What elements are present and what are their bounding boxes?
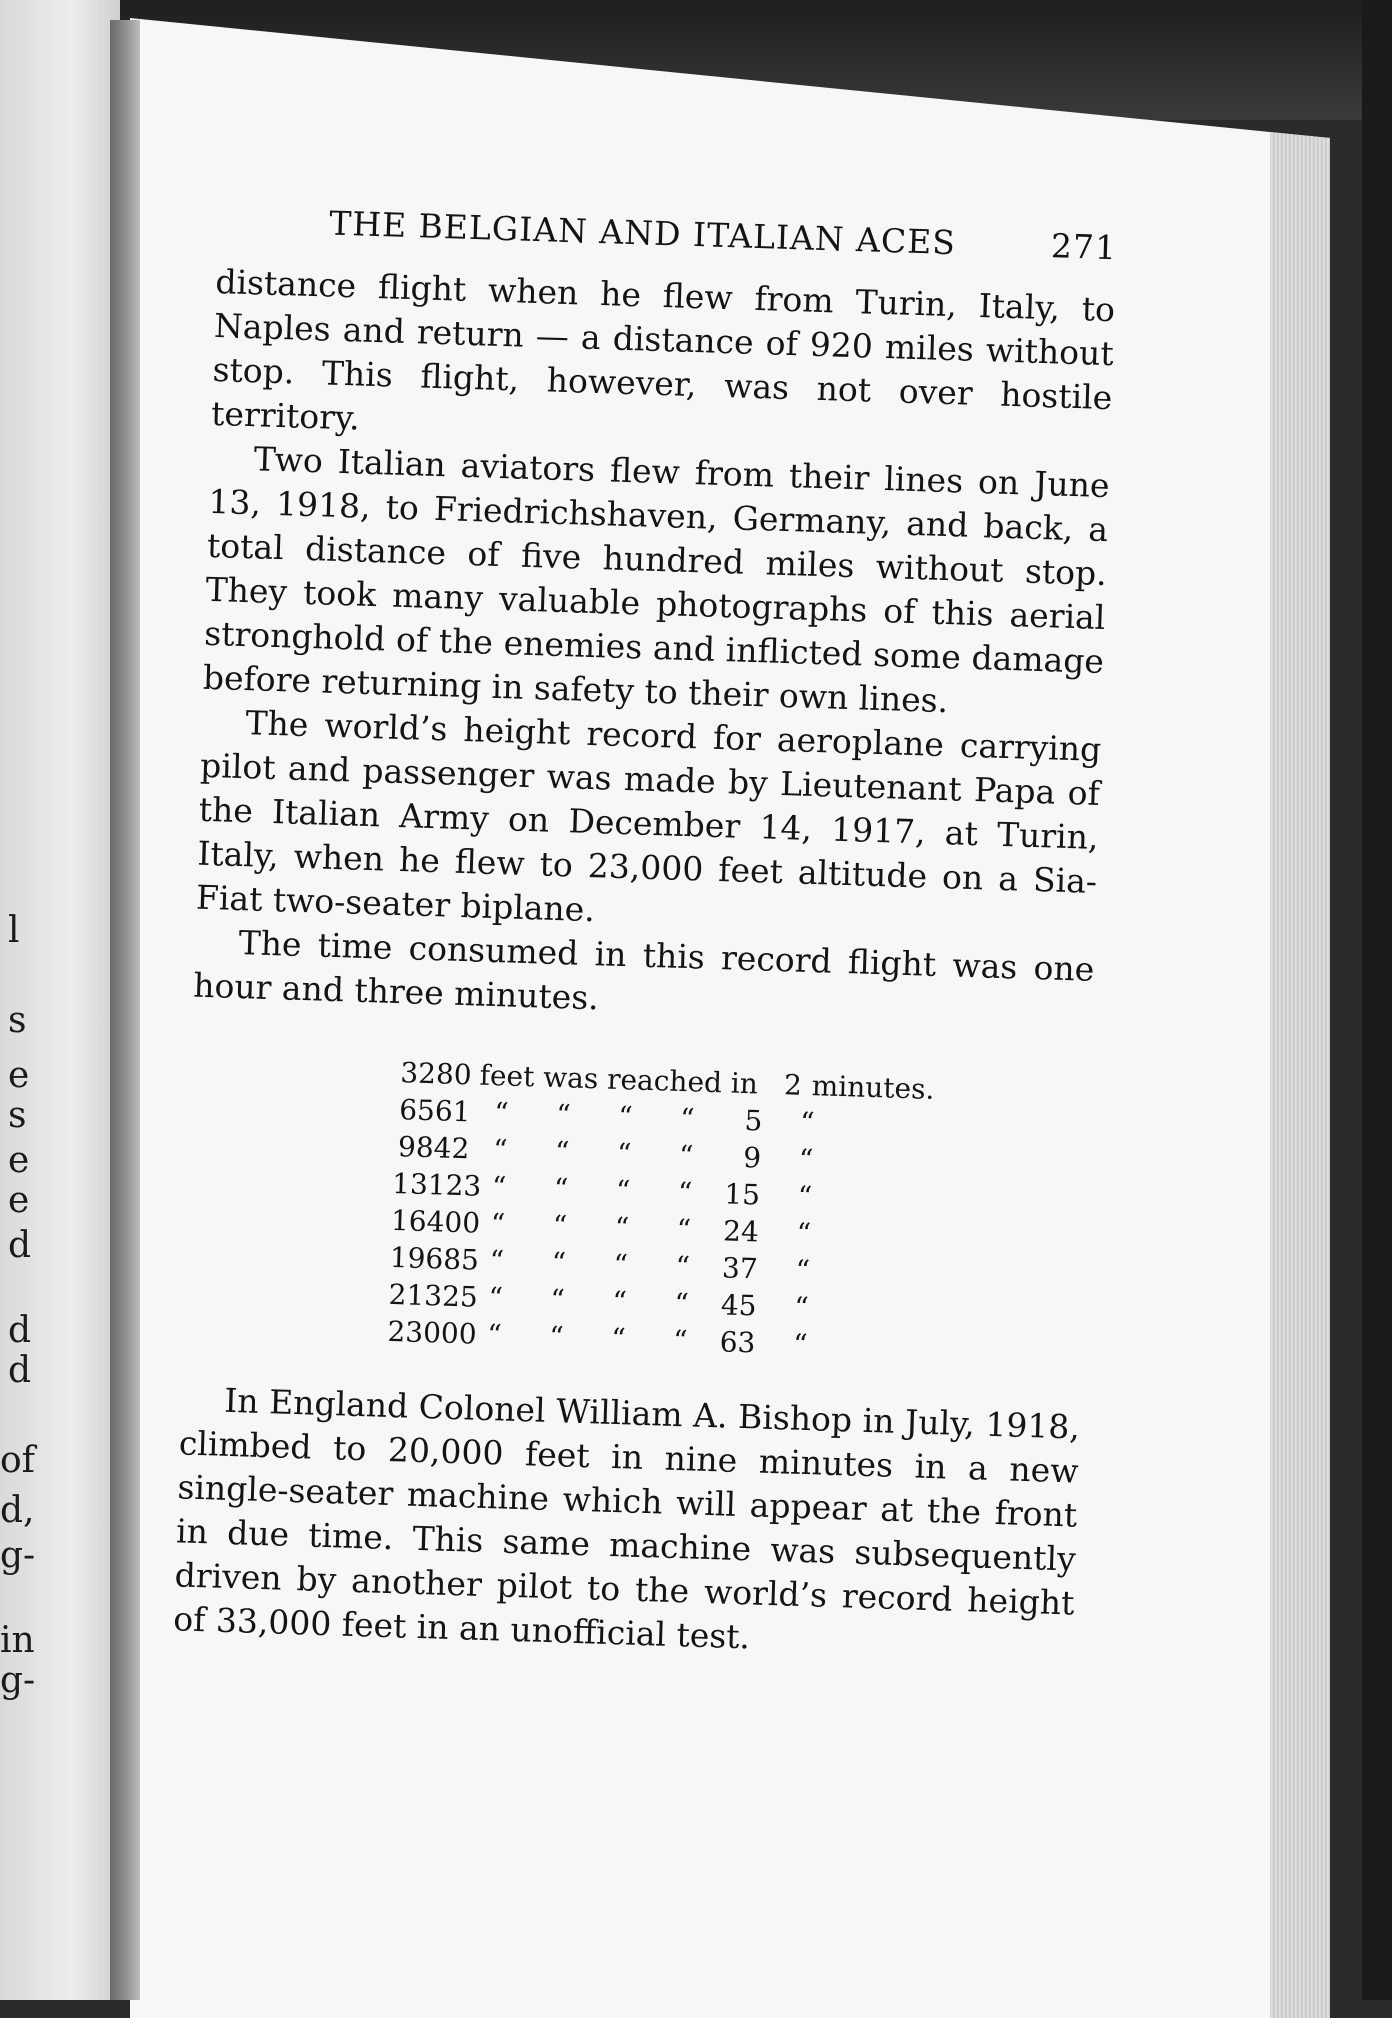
ditto-mark: “ — [616, 1137, 632, 1171]
ditto-mark: “ — [552, 1209, 568, 1243]
minutes-value: 5 — [744, 1104, 763, 1138]
ditto-mark: “ — [675, 1249, 691, 1284]
paragraph-height-record: The world’s height record for aeroplane carrying pilot and passenger was made by Lieutenant Papa of the Italian Army on December 14, 1917, at Turin, Italy, when he flew to 23,000 feet altitude on a Sia-Fiat two-seater biplane. — [195, 703, 1102, 930]
left-page-fragment: g- — [0, 1660, 36, 1701]
paragraph-continuation: distance flight when he flew from Turin, Italy, to Naples and return — a distance of 920 miles without stop. This flight, however, was not over hostile territory. — [210, 261, 1116, 438]
minutes-label: minutes. — [811, 1069, 935, 1106]
ditto-mark: “ — [794, 1253, 811, 1288]
feet-value: 16400 — [390, 1203, 481, 1240]
ditto-mark: “ — [489, 1244, 505, 1278]
minutes-value: 15 — [723, 1177, 761, 1212]
paragraph-time-consumed: The time consumed in this record flight was one hour and three minutes. — [192, 923, 1095, 1018]
left-page-fragment: d — [8, 1225, 32, 1266]
book-gutter — [110, 20, 140, 2000]
ditto-mark: “ — [554, 1135, 570, 1169]
page-content — [173, 200, 1118, 1670]
ditto-mark: “ — [799, 1105, 815, 1140]
feet-value: 3280 — [399, 1056, 473, 1092]
ditto-mark: “ — [492, 1133, 508, 1167]
ditto-mark: “ — [551, 1246, 567, 1280]
left-page-fragment: d — [8, 1310, 32, 1351]
minutes-value: 24 — [722, 1214, 760, 1249]
feet-value: 21325 — [388, 1277, 479, 1314]
minutes-value: 63 — [719, 1325, 756, 1360]
paragraph-bishop: In England Colonel William A. Bishop in July, 1918, climbed to 20,000 feet in nine minutes in a new single-seater machine which will appear at the front in due time. This same machine was subsequently driven by another pilot to the world’s record height of 33,000 feet in an unofficial test. — [172, 1380, 1081, 1657]
feet-value: 19685 — [389, 1240, 480, 1277]
ditto-mark: “ — [555, 1098, 572, 1132]
feet-value: 23000 — [387, 1314, 478, 1351]
ditto-mark: “ — [798, 1142, 814, 1177]
left-page-fragment: in — [0, 1620, 35, 1661]
ditto-mark: “ — [548, 1319, 565, 1354]
ditto-mark: “ — [797, 1179, 813, 1214]
ditto-mark: “ — [792, 1327, 809, 1362]
ditto-mark: “ — [553, 1172, 569, 1206]
ditto-mark: “ — [676, 1212, 692, 1247]
feet-value: 9842 — [397, 1130, 470, 1166]
minutes-value: 9 — [742, 1140, 762, 1175]
running-head-title: THE BELGIAN AND ITALIAN ACES — [328, 203, 957, 263]
left-page-fragment: s — [8, 1095, 27, 1136]
feet-value: 13123 — [391, 1166, 482, 1203]
ditto-mark: “ — [679, 1101, 696, 1136]
left-page-fragment: e — [8, 1055, 30, 1096]
ditto-mark: “ — [672, 1323, 689, 1358]
ditto-mark: “ — [486, 1318, 503, 1352]
left-page-fragment: d — [8, 1350, 32, 1391]
minutes-value: 45 — [720, 1288, 758, 1323]
left-page-fragment: d, — [0, 1490, 35, 1531]
left-page-fragment: of — [0, 1440, 35, 1481]
left-page — [0, 0, 120, 2000]
paragraph-italian-aviators: Two Italian aviators flew from their lines on June 13, 1918, to Friedrichshaven, Germany, and back, a total distance of five hundred miles without stop. They took many valuable photographs of this aerial stronghold of the enemies and inflicted some damage before returning in safety to their own lines. — [202, 439, 1111, 721]
ditto-mark: “ — [677, 1175, 693, 1210]
ditto-mark: “ — [614, 1210, 630, 1245]
climb-table — [387, 1054, 1091, 1372]
feet-value: 6561 — [398, 1093, 471, 1129]
ditto-mark: “ — [613, 1247, 629, 1282]
ditto-mark: “ — [491, 1170, 507, 1204]
left-page-fragment: l — [8, 910, 20, 951]
left-page-fragment: g- — [0, 1535, 36, 1576]
ditto-mark: “ — [615, 1173, 631, 1208]
background-right — [1362, 0, 1392, 2000]
ditto-mark: “ — [793, 1290, 810, 1325]
ditto-mark: “ — [673, 1286, 690, 1321]
page-number: 271 — [1050, 226, 1118, 268]
minutes-value: 37 — [721, 1251, 759, 1286]
page-edges — [1270, 118, 1330, 2018]
left-page-fragment: e — [8, 1180, 30, 1221]
left-page-fragment: s — [8, 1000, 27, 1041]
ditto-mark: “ — [493, 1096, 510, 1130]
row-text: feet was reached in — [479, 1058, 759, 1101]
left-page-fragment: e — [8, 1140, 30, 1181]
ditto-mark: “ — [617, 1100, 634, 1134]
ditto-mark: “ — [490, 1207, 506, 1241]
ditto-mark: “ — [487, 1281, 504, 1315]
ditto-mark: “ — [796, 1216, 812, 1251]
ditto-mark: “ — [549, 1282, 566, 1317]
minutes-value: 2 — [783, 1068, 803, 1102]
ditto-mark: “ — [611, 1284, 628, 1319]
ditto-mark: “ — [610, 1321, 627, 1356]
ditto-mark: “ — [678, 1138, 694, 1173]
